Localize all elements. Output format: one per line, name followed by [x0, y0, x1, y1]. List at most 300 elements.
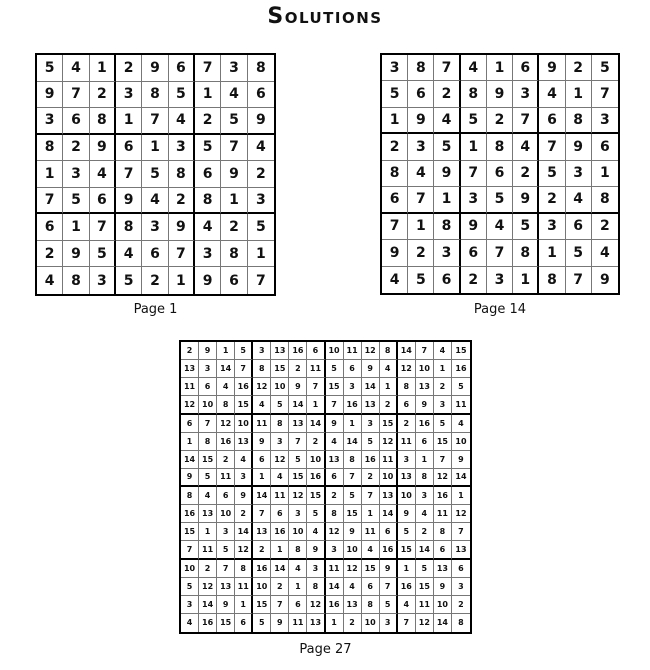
sudoku-cell: 9	[169, 214, 195, 241]
sudoku-cell: 4	[221, 82, 247, 109]
sudoku-cell: 12	[289, 487, 307, 505]
sudoku-cell: 8	[289, 541, 307, 559]
sudoku-cell: 6	[326, 469, 344, 487]
sudoku-cell: 2	[235, 505, 253, 523]
sudoku-cell: 10	[452, 433, 470, 451]
sudoku-cell: 8	[382, 161, 408, 187]
sudoku-cell: 1	[142, 135, 168, 162]
sudoku-cell: 5	[116, 267, 142, 294]
sudoku-cell: 11	[289, 614, 307, 632]
sudoku-cell: 1	[253, 469, 271, 487]
sudoku-cell: 2	[398, 415, 416, 433]
sudoku-cell: 5	[416, 560, 434, 578]
sudoku-cell: 1	[382, 108, 408, 134]
sudoku-cell: 7	[592, 81, 618, 107]
sudoku-cell: 4	[253, 396, 271, 414]
sudoku-cell: 9	[307, 541, 325, 559]
sudoku-cell: 3	[408, 134, 434, 160]
sudoku-cell: 9	[434, 578, 452, 596]
sudoku-cell: 13	[181, 360, 199, 378]
sudoku-cell: 10	[362, 614, 380, 632]
sudoku-grid-page-14	[380, 53, 620, 295]
sudoku-cell: 1	[592, 161, 618, 187]
sudoku-cell: 4	[142, 188, 168, 215]
sudoku-cell: 3	[513, 81, 539, 107]
sudoku-cell: 5	[434, 415, 452, 433]
sudoku-cell: 3	[344, 378, 362, 396]
sudoku-cell: 12	[181, 396, 199, 414]
sudoku-cell: 7	[461, 161, 487, 187]
sudoku-cell: 12	[416, 614, 434, 632]
sudoku-cell: 13	[326, 451, 344, 469]
sudoku-cell: 4	[416, 505, 434, 523]
sudoku-cell: 9	[408, 108, 434, 134]
sudoku-cell: 6	[195, 161, 221, 188]
sudoku-cell: 3	[326, 541, 344, 559]
sudoku-cell: 8	[458, 618, 464, 628]
sudoku-cell: 13	[307, 614, 325, 632]
sudoku-cell: 2	[116, 55, 142, 82]
sudoku-cell: 5	[90, 241, 116, 268]
sudoku-cell: 5	[408, 267, 434, 293]
sudoku-cell: 9	[487, 81, 513, 107]
sudoku-cell: 8	[344, 451, 362, 469]
sudoku-cell: 11	[380, 451, 398, 469]
sudoku-cell: 3	[434, 396, 452, 414]
sudoku-cell: 7	[116, 161, 142, 188]
sudoku-cell: 5	[362, 433, 380, 451]
sudoku-cell: 13	[380, 487, 398, 505]
sudoku-cell: 7	[253, 505, 271, 523]
sudoku-cell: 5	[566, 240, 592, 266]
sudoku-cell: 9	[539, 55, 565, 81]
sudoku-cell: 2	[90, 82, 116, 109]
sudoku-cell: 10	[181, 560, 199, 578]
sudoku-cell: 3	[539, 214, 565, 240]
sudoku-cell: 7	[289, 433, 307, 451]
sudoku-cell: 13	[217, 578, 235, 596]
sudoku-cell: 14	[181, 451, 199, 469]
sudoku-cell: 15	[235, 396, 253, 414]
sudoku-cell: 11	[235, 578, 253, 596]
sudoku-cell: 7	[307, 378, 325, 396]
sudoku-cell: 1	[169, 267, 195, 294]
sudoku-cell: 1	[434, 360, 452, 378]
sudoku-cell: 11	[181, 378, 199, 396]
sudoku-cell: 7	[380, 578, 398, 596]
sudoku-cell: 11	[253, 415, 271, 433]
sudoku-cell: 5	[513, 214, 539, 240]
sudoku-cell: 1	[513, 267, 539, 293]
sudoku-cell: 2	[195, 108, 221, 135]
sudoku-cell: 2	[181, 342, 199, 360]
sudoku-cell: 3	[116, 82, 142, 109]
sudoku-cell: 5	[248, 214, 274, 241]
sudoku-cell: 7	[434, 451, 452, 469]
sudoku-cell: 15	[289, 469, 307, 487]
sudoku-cell: 5	[37, 55, 63, 82]
sudoku-cell: 4	[181, 614, 199, 632]
sudoku-cell: 14	[344, 433, 362, 451]
sudoku-cell: 14	[362, 378, 380, 396]
sudoku-cell: 7	[217, 560, 235, 578]
sudoku-cell: 9	[600, 271, 610, 288]
sudoku-cell: 7	[344, 469, 362, 487]
sudoku-cell: 8	[221, 241, 247, 268]
sudoku-cell: 1	[221, 188, 247, 215]
sudoku-cell: 2	[37, 241, 63, 268]
sudoku-cell: 4	[90, 161, 116, 188]
sudoku-cell: 13	[452, 541, 470, 559]
sudoku-cell: 4	[592, 240, 618, 266]
sudoku-cell: 16	[235, 378, 253, 396]
sudoku-cell: 6	[116, 135, 142, 162]
sudoku-cell: 4	[271, 469, 289, 487]
sudoku-cell: 9	[199, 342, 217, 360]
caption-page-1: Page 1	[133, 302, 178, 317]
sudoku-cell: 14	[217, 360, 235, 378]
sudoku-cell: 14	[199, 596, 217, 614]
sudoku-cell: 9	[382, 240, 408, 266]
sudoku-cell: 6	[416, 433, 434, 451]
sudoku-cell: 7	[326, 396, 344, 414]
sudoku-cell: 9	[181, 469, 199, 487]
sudoku-cell: 9	[253, 433, 271, 451]
sudoku-cell: 5	[326, 360, 344, 378]
sudoku-cell: 3	[235, 469, 253, 487]
sudoku-cell: 15	[434, 433, 452, 451]
sudoku-cell: 3	[37, 108, 63, 135]
sudoku-cell: 14	[326, 578, 344, 596]
sudoku-cell: 6	[181, 415, 199, 433]
sudoku-cell: 9	[235, 487, 253, 505]
sudoku-cell: 2	[434, 378, 452, 396]
sudoku-cell: 2	[382, 134, 408, 160]
sudoku-cell: 1	[63, 214, 89, 241]
sudoku-cell: 2	[217, 451, 235, 469]
sudoku-cell: 5	[307, 505, 325, 523]
sudoku-cell: 9	[271, 614, 289, 632]
sudoku-cell: 5	[461, 108, 487, 134]
sudoku-cell: 13	[434, 560, 452, 578]
sudoku-cell: 12	[307, 596, 325, 614]
sudoku-cell: 4	[398, 596, 416, 614]
sudoku-cell: 16	[217, 433, 235, 451]
sudoku-cell: 1	[235, 596, 253, 614]
sudoku-cell: 4	[513, 134, 539, 160]
sudoku-cell: 3	[253, 342, 271, 360]
sudoku-cell: 4	[344, 578, 362, 596]
sudoku-cell: 6	[199, 378, 217, 396]
sudoku-cell: 4	[461, 55, 487, 81]
sudoku-cell: 4	[116, 241, 142, 268]
sudoku-cell: 13	[344, 596, 362, 614]
sudoku-cell: 6	[221, 267, 247, 294]
sudoku-cell: 3	[217, 523, 235, 541]
sudoku-cell: 10	[253, 578, 271, 596]
sudoku-cell: 8	[271, 415, 289, 433]
sudoku-cell: 9	[362, 360, 380, 378]
sudoku-cell: 7	[255, 272, 266, 289]
sudoku-cell: 16	[181, 505, 199, 523]
sudoku-cell: 16	[452, 360, 470, 378]
sudoku-cell: 6	[248, 82, 274, 109]
sudoku-cell: 8	[487, 134, 513, 160]
sudoku-cell: 3	[434, 240, 460, 266]
sudoku-cell: 2	[416, 523, 434, 541]
page-title: Solutions	[267, 4, 383, 29]
sudoku-cell: 5	[289, 451, 307, 469]
sudoku-cell: 2	[362, 469, 380, 487]
sudoku-cell: 8	[116, 214, 142, 241]
sudoku-cell: 1	[461, 134, 487, 160]
sudoku-cell: 6	[487, 161, 513, 187]
sudoku-cell: 7	[539, 134, 565, 160]
sudoku-cell: 7	[271, 596, 289, 614]
sudoku-cell: 1	[326, 614, 344, 632]
sudoku-cell: 6	[307, 342, 325, 360]
sudoku-cell: 9	[461, 214, 487, 240]
sudoku-cell: 11	[271, 487, 289, 505]
sudoku-cell: 4	[307, 523, 325, 541]
sudoku-cell: 4	[434, 342, 452, 360]
sudoku-cell: 8	[235, 560, 253, 578]
sudoku-cell: 2	[592, 214, 618, 240]
sudoku-cell: 12	[398, 360, 416, 378]
sudoku-cell: 6	[169, 55, 195, 82]
sudoku-cell: 8	[217, 396, 235, 414]
sudoku-cell: 6	[253, 451, 271, 469]
sudoku-cell: 8	[539, 267, 565, 293]
sudoku-cell: 4	[362, 541, 380, 559]
sudoku-cell: 15	[416, 578, 434, 596]
sudoku-cell: 6	[382, 187, 408, 213]
sudoku-cell: 7	[37, 188, 63, 215]
sudoku-cell: 1	[362, 505, 380, 523]
sudoku-cell: 16	[289, 342, 307, 360]
sudoku-cell: 5	[63, 188, 89, 215]
sudoku-cell: 12	[326, 523, 344, 541]
sudoku-cell: 1	[408, 214, 434, 240]
sudoku-cell: 16	[398, 578, 416, 596]
sudoku-cell: 4	[289, 560, 307, 578]
sudoku-cell: 16	[307, 469, 325, 487]
sudoku-cell: 7	[382, 214, 408, 240]
sudoku-cell: 12	[362, 342, 380, 360]
sudoku-cell: 7	[181, 541, 199, 559]
sudoku-cell: 16	[416, 415, 434, 433]
sudoku-cell: 15	[307, 487, 325, 505]
sudoku-cell: 1	[380, 378, 398, 396]
sudoku-cell: 3	[566, 161, 592, 187]
sudoku-cell: 9	[63, 241, 89, 268]
sudoku-cell: 16	[199, 614, 217, 632]
sudoku-cell: 6	[37, 214, 63, 241]
sudoku-cell: 5	[452, 378, 470, 396]
sudoku-cell: 4	[37, 267, 63, 294]
sudoku-cell: 7	[221, 135, 247, 162]
sudoku-cell: 2	[63, 135, 89, 162]
sudoku-cell: 10	[380, 469, 398, 487]
sudoku-cell: 4	[169, 108, 195, 135]
sudoku-cell: 7	[398, 614, 416, 632]
sudoku-cell: 6	[289, 596, 307, 614]
sudoku-cell: 4	[235, 451, 253, 469]
sudoku-cell: 6	[513, 55, 539, 81]
sudoku-cell: 1	[487, 55, 513, 81]
sudoku-cell: 9	[248, 108, 274, 135]
sudoku-cell: 14	[398, 342, 416, 360]
sudoku-cell: 12	[452, 505, 470, 523]
sudoku-cell: 12	[271, 451, 289, 469]
sudoku-cell: 1	[452, 487, 470, 505]
sudoku-cell: 13	[362, 396, 380, 414]
sudoku-cell: 12	[217, 415, 235, 433]
sudoku-cell: 15	[181, 523, 199, 541]
sudoku-cell: 15	[452, 342, 470, 360]
sudoku-cell: 15	[344, 505, 362, 523]
sudoku-cell: 13	[235, 433, 253, 451]
sudoku-cell: 1	[566, 81, 592, 107]
sudoku-cell: 9	[344, 523, 362, 541]
sudoku-cell: 8	[248, 55, 274, 82]
sudoku-cell: 12	[380, 433, 398, 451]
sudoku-cell: 7	[362, 487, 380, 505]
sudoku-cell: 5	[380, 596, 398, 614]
sudoku-cell: 6	[408, 81, 434, 107]
sudoku-cell: 15	[271, 360, 289, 378]
sudoku-cell: 8	[566, 108, 592, 134]
sudoku-cell: 7	[199, 415, 217, 433]
sudoku-cell: 2	[199, 560, 217, 578]
sudoku-cell: 2	[307, 433, 325, 451]
sudoku-cell: 5	[169, 82, 195, 109]
sudoku-cell: 4	[434, 108, 460, 134]
sudoku-cell: 2	[221, 214, 247, 241]
sudoku-cell: 15	[253, 596, 271, 614]
sudoku-cell: 16	[362, 451, 380, 469]
sudoku-cell: 1	[344, 415, 362, 433]
sudoku-cell: 3	[248, 188, 274, 215]
sudoku-cell: 6	[592, 134, 618, 160]
sudoku-cell: 6	[434, 541, 452, 559]
sudoku-cell: 11	[434, 505, 452, 523]
sudoku-cell: 5	[181, 578, 199, 596]
sudoku-cell: 2	[539, 187, 565, 213]
sudoku-cell: 2	[434, 81, 460, 107]
sudoku-cell: 2	[271, 578, 289, 596]
sudoku-cell: 13	[416, 378, 434, 396]
sudoku-cell: 11	[326, 560, 344, 578]
sudoku-cell: 7	[63, 82, 89, 109]
sudoku-cell: 3	[181, 596, 199, 614]
sudoku-cell: 15	[199, 451, 217, 469]
sudoku-cell: 16	[380, 541, 398, 559]
sudoku-cell: 8	[513, 240, 539, 266]
sudoku-cell: 4	[452, 415, 470, 433]
sudoku-cell: 1	[199, 523, 217, 541]
sudoku-cell: 1	[37, 161, 63, 188]
sudoku-cell: 7	[452, 523, 470, 541]
sudoku-cell: 9	[326, 415, 344, 433]
sudoku-cell: 11	[217, 469, 235, 487]
sudoku-cell: 4	[487, 214, 513, 240]
sudoku-cell: 1	[434, 187, 460, 213]
sudoku-cell: 9	[452, 451, 470, 469]
sudoku-cell: 1	[181, 433, 199, 451]
sudoku-cell: 2	[452, 596, 470, 614]
sudoku-cell: 8	[416, 469, 434, 487]
sudoku-cell: 13	[271, 342, 289, 360]
sudoku-cell: 2	[408, 240, 434, 266]
sudoku-cell: 15	[217, 614, 235, 632]
sudoku-cell: 3	[398, 451, 416, 469]
sudoku-cell: 13	[253, 523, 271, 541]
sudoku-cell: 7	[142, 108, 168, 135]
sudoku-cell: 12	[253, 378, 271, 396]
sudoku-cell: 10	[199, 396, 217, 414]
sudoku-cell: 6	[566, 214, 592, 240]
sudoku-cell: 4	[217, 378, 235, 396]
sudoku-cell: 9	[289, 378, 307, 396]
sudoku-cell: 6	[90, 188, 116, 215]
sudoku-cell: 6	[142, 241, 168, 268]
sudoku-cell: 8	[199, 433, 217, 451]
sudoku-cell: 7	[408, 187, 434, 213]
sudoku-cell: 3	[452, 578, 470, 596]
sudoku-cell: 9	[221, 161, 247, 188]
sudoku-cell: 2	[487, 108, 513, 134]
sudoku-cell: 5	[382, 81, 408, 107]
sudoku-cell: 11	[452, 396, 470, 414]
sudoku-cell: 8	[195, 188, 221, 215]
sudoku-cell: 5	[195, 135, 221, 162]
sudoku-cell: 11	[416, 596, 434, 614]
sudoku-cell: 16	[344, 396, 362, 414]
sudoku-cell: 9	[217, 596, 235, 614]
sudoku-cell: 3	[271, 433, 289, 451]
sudoku-cell: 3	[169, 135, 195, 162]
sudoku-cell: 5	[398, 523, 416, 541]
sudoku-cell: 4	[248, 135, 274, 162]
sudoku-cell: 3	[380, 614, 398, 632]
sudoku-cell: 5	[592, 55, 618, 81]
caption-page-14: Page 14	[473, 302, 527, 317]
sudoku-cell: 9	[513, 187, 539, 213]
sudoku-cell: 2	[566, 55, 592, 81]
sudoku-cell: 1	[289, 578, 307, 596]
sudoku-cell: 10	[217, 505, 235, 523]
sudoku-cell: 5	[217, 541, 235, 559]
sudoku-cell: 5	[221, 108, 247, 135]
sudoku-cell: 7	[487, 240, 513, 266]
sudoku-cell: 1	[90, 55, 116, 82]
sudoku-cell: 7	[434, 55, 460, 81]
sudoku-cell: 1	[307, 396, 325, 414]
sudoku-cell: 7	[90, 214, 116, 241]
sudoku-cell: 6	[398, 396, 416, 414]
sudoku-cell: 9	[566, 134, 592, 160]
sudoku-cell: 12	[199, 578, 217, 596]
sudoku-cell: 14	[235, 523, 253, 541]
sudoku-cell: 2	[513, 161, 539, 187]
sudoku-cell: 8	[169, 161, 195, 188]
sudoku-cell: 6	[271, 505, 289, 523]
sudoku-cell: 6	[217, 487, 235, 505]
sudoku-cell: 12	[235, 541, 253, 559]
sudoku-cell: 16	[253, 560, 271, 578]
sudoku-cell: 10	[271, 378, 289, 396]
